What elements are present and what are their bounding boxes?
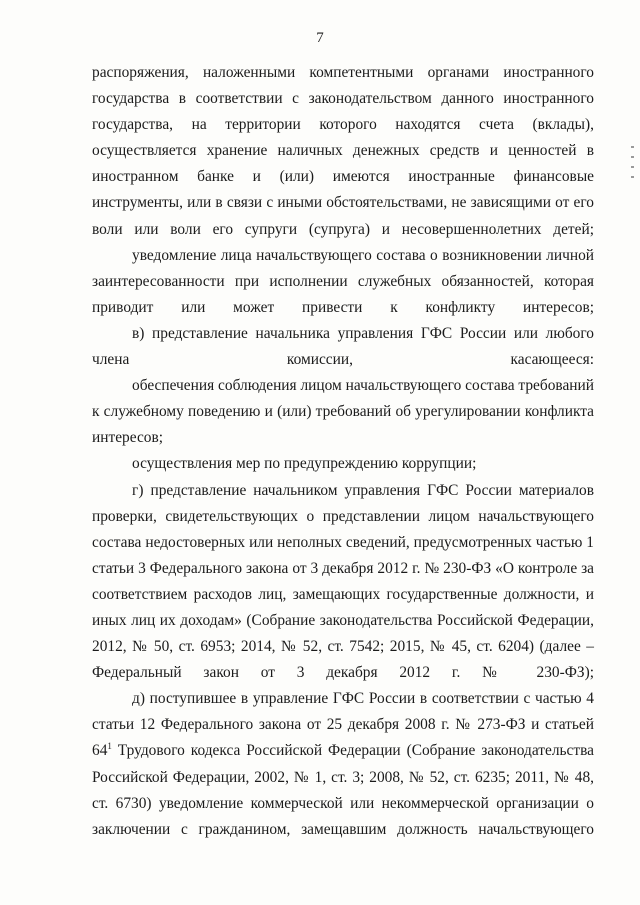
paragraph-item-d [92, 686, 594, 843]
paragraph-item-d-start: д) поступившее в управление ГФС России в соответствии с частью 4 статьи 12 Федерального закона от 25 декабря 2008 г. № 273-ФЗ и статьей 64 [92, 690, 594, 760]
page-number: 7 [316, 30, 324, 46]
scan-artifact [631, 146, 634, 148]
superscript-mark: 1 [107, 741, 112, 752]
paragraph-item-d-end: Трудового кодекса Российской Федерации (Собрание законодательства Российской Федерации, 2002, № 1, ст. 3; 2008, № 52, ст. 6235; 2011, № 48, ст. 6730) уведомление коммерческой или некоммерческой организации о заключении с гражданином, замещавшим должность начальствующего [92, 742, 594, 838]
paragraph-anticorruption: осуществления мер по предупреждению коррупции; [132, 455, 477, 473]
paragraph-item-v: в) представление начальника управления ГФС России или любого члена комиссии, касающееся: [92, 324, 594, 369]
scan-artifact [631, 166, 634, 168]
scan-artifact [631, 176, 634, 178]
paragraph-item-g: г) представление начальником управления ГФС России материалов проверки, свидетельствующих о представлении лицом начальствующего состава недостоверных или неполных сведений, предусмотренных частью 1 статьи 3 Федерального закона от 3 декабря 2012 г. № 230-ФЗ «О контроле за соответствием расходов лиц, замещающих государственные должности, и иных лиц их доходам» (Собрание законодательства Российской Федерации, 2012, № 50, ст. 6953; 2014, № 52, ст. 7542; 2015, № 45, ст. 6204) (далее – Федеральный закон от 3 декабря 2012 г. № 230-ФЗ); [92, 481, 594, 682]
paragraph-continuation: распоряжения, наложенными компетентными органами иностранного государства в соответствии с законодательством данного иностранного государства, на территории которого находятся счета (вклады), осуществляется хранение наличных денежных средств и ценностей в иностранном банке и (или) имеются иностранные финансовые инструменты, или в связи с иными обстоятельствами, не зависящими от его воли или воли его супруги (супруга) и несовершеннолетних детей; [92, 64, 594, 238]
document-body [92, 60, 594, 843]
paragraph-compliance: обеспечения соблюдения лицом начальствующего состава требований к служебному поведению и (или) требований об урегулировании конфликта интересов; [92, 377, 594, 447]
paragraph-conflict-notice: уведомление лица начальствующего состава о возникновении личной заинтересованности при исполнении служебных обязанностей, которая приводит или может привести к конфликту интересов; [92, 246, 594, 316]
scan-artifact [631, 156, 634, 158]
